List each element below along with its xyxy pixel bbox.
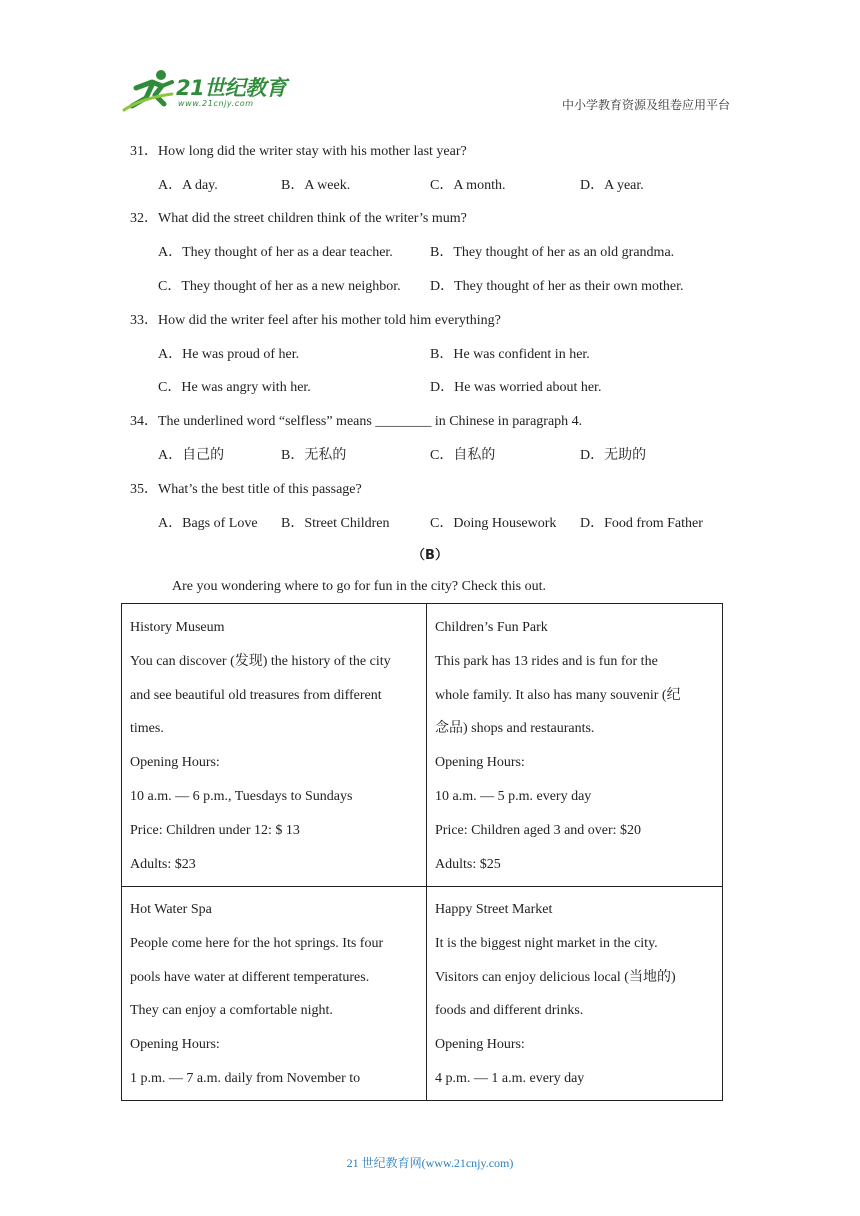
question-stem: 35．What’s the best title of this passage? [130,482,362,497]
page-header [0,0,860,128]
place-name: Hot Water Spa [130,902,212,917]
logo [122,68,292,116]
place-line: Price: Children aged 3 and over: $20 [435,822,642,838]
place-line: Price: Children under 12: $ 13 [130,822,300,838]
place-line: Opening Hours: [130,1037,220,1053]
place-name: History Museum [130,620,225,635]
option: A．A day. [158,178,218,193]
place-line: Opening Hours: [130,755,220,771]
option: D．They thought of her as their own mother. [430,279,684,294]
option: B．They thought of her as an old grandma. [430,245,675,260]
question-stem: 31．How long did the writer stay with his mother last year? [130,144,467,159]
place-line: whole family. It also has many souvenir (纪 [435,687,681,703]
logo-text: 21世纪教育 [176,76,287,100]
place-line: Adults: $23 [130,856,196,872]
option: B．A week. [281,178,351,193]
question-stem: 33．How did the writer feel after his mother told him everything? [130,313,501,328]
places-table [121,603,723,1101]
place-happy-street-market [435,893,676,1096]
place-line: Opening Hours: [435,755,525,771]
section-intro: Are you wondering where to go for fun in the city? Check this out. [172,579,547,594]
option: D．He was worried about her. [430,380,602,395]
place-line: It is the biggest night market in the city. [435,935,658,951]
table-divider [122,886,722,887]
place-line: times. [130,721,164,737]
table-divider [426,604,427,1100]
footer-link[interactable]: 21 世纪教育网(www.21cnjy.com) [346,1156,514,1170]
place-history-museum [130,611,391,881]
question-stem: 34．The underlined word “selfless” means ________ in Chinese in paragraph 4. [130,414,583,429]
option: D．无助的 [580,448,647,463]
place-line: Opening Hours: [435,1037,525,1053]
place-line: 念品) shops and restaurants. [435,721,595,737]
option: C．Doing Housework [430,516,557,531]
option: A．They thought of her as a dear teacher. [158,245,393,260]
option: A．Bags of Love [158,516,258,531]
option: B．He was confident in her. [430,347,590,362]
place-line: People come here for the hot springs. Its four [130,935,384,951]
question-stem: 32．What did the street children think of the writer’s mum? [130,211,467,226]
place-line: 4 p.m. — 1 a.m. every day [435,1070,585,1086]
place-line: They can enjoy a comfortable night. [130,1003,333,1019]
option: D．A year. [580,178,644,193]
place-line: Visitors can enjoy delicious local (当地的) [435,969,676,985]
option: C．A month. [430,178,506,193]
place-name: Happy Street Market [435,902,553,917]
place-hot-water-spa [130,893,383,1096]
place-line: pools have water at different temperatures. [130,969,370,985]
place-line: foods and different drinks. [435,1003,584,1019]
option: B．无私的 [281,448,347,463]
option: A．自己的 [158,448,225,463]
place-line: You can discover (发现) the history of the city [130,653,391,669]
place-name: Children’s Fun Park [435,620,548,635]
option: B．Street Children [281,516,390,531]
place-childrens-fun-park [435,611,681,881]
place-line: and see beautiful old treasures from different [130,687,382,703]
runner-logo-icon [122,68,178,114]
place-line: Adults: $25 [435,856,501,872]
option: C．He was angry with her. [158,380,311,395]
platform-label: 中小学教育资源及组卷应用平台 [561,98,730,112]
section-title: （B） [412,548,448,563]
option: D．Food from Father [580,516,703,531]
place-line: 10 a.m. — 5 p.m. every day [435,788,592,804]
place-line: 1 p.m. — 7 a.m. daily from November to [130,1070,361,1086]
option: C．They thought of her as a new neighbor. [158,279,401,294]
option: A．He was proud of her. [158,347,300,362]
place-line: This park has 13 rides and is fun for the [435,653,658,669]
option: C．自私的 [430,448,496,463]
place-line: 10 a.m. — 6 p.m., Tuesdays to Sundays [130,788,353,804]
logo-url: www.21cnjy.com [178,99,254,108]
